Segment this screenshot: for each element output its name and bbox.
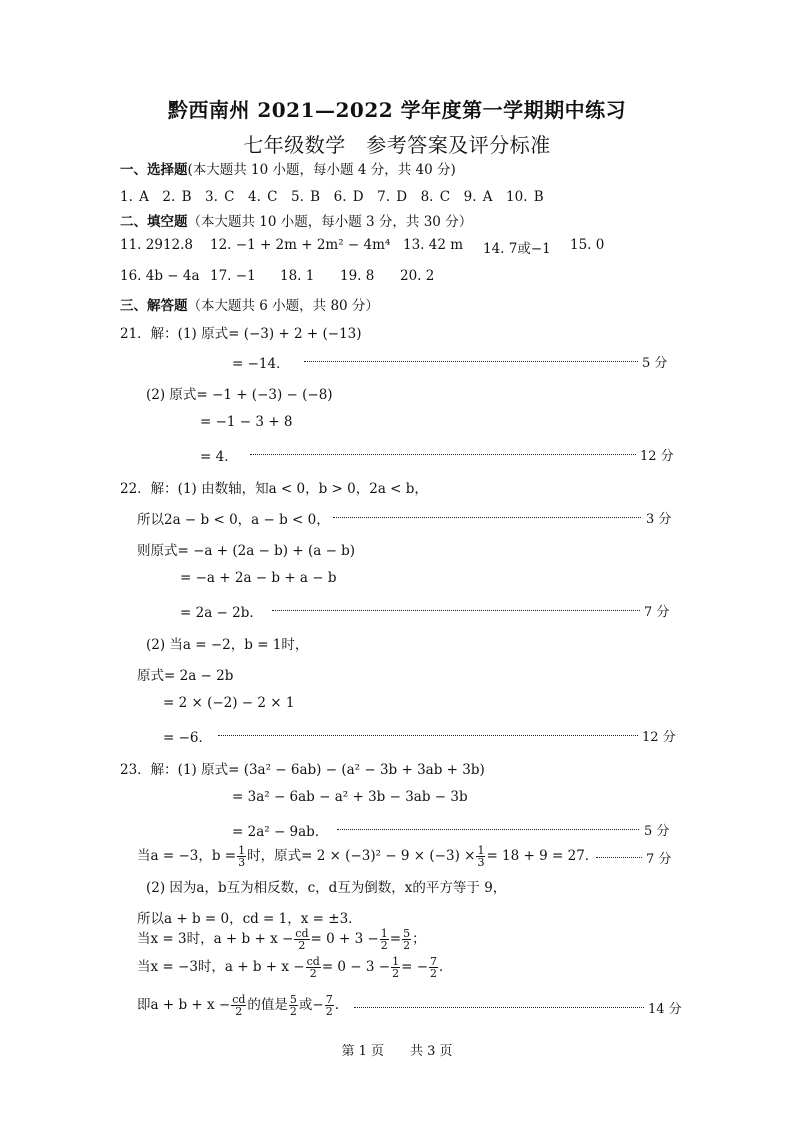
q23-text: ； [412,931,426,947]
fill-answer-18: 18. 1 [280,268,315,284]
section-heading-text: 三、解答题 [120,298,188,314]
fraction-denominator: 2 [235,1005,243,1018]
fill-answer-17: 17. −1 [210,268,256,284]
fill-answer-16: 16. 4b − 4a [120,268,200,284]
q23-text: = 0 + 3 − [310,931,379,947]
fraction-numerator: 1 [477,844,485,857]
fraction [237,845,246,868]
q23-text: 当x = −3时，a + b + x − [137,959,305,975]
q22-line: 原式= 2a − 2b [137,668,234,684]
q21-line: = −14． [232,356,290,372]
q22-line: = 2a − 2b． [180,605,263,621]
q23-text: 当a = −3，b = [137,848,237,864]
score-mark: 7 分 [644,605,670,620]
page-footer: 第 1 页 共 3 页 [341,1044,453,1059]
section-solution-heading [120,294,379,314]
score-mark: 12 分 [642,730,676,745]
fraction-denominator: 2 [403,939,411,952]
q22-line: = −6． [163,730,213,746]
fraction-numerator: cd [295,927,309,940]
page-title: 黔西南州 2021—2022 学年度第一学期期中练习 [167,98,627,122]
q23-conclusion [137,994,348,1017]
fill-answer-12: 12. −1 + 2m + 2m² − 4m⁴ [210,237,391,253]
fill-answer-13: 13. 42 m [403,237,464,253]
choice-answers: 1. A 2. B 3. C 4. C 5. B 6. D 7. D 8. C 9. A 10. B [120,189,544,205]
q23-line: 所以a + b = 0，cd = 1，x = ±3． [137,911,362,927]
q23-line: (2) 因为a，b互为相反数，c，d互为倒数，x的平方等于 9， [146,880,507,896]
q23-text: 的值是 [247,997,288,1013]
q23-line: 23．解：(1) 原式= (3a² − 6ab) − (a² − 3b + 3ab + 3b) [120,762,485,778]
fraction [380,928,389,951]
q23-text: = − [401,959,429,975]
section-note: (本大题共 10 小题，每小题 4 分，共 40 分) [187,162,456,178]
fraction-numerator: cd [232,993,246,1006]
q22-line: (2) 当a = −2，b = 1时， [146,637,309,653]
fraction-denominator: 2 [380,939,388,952]
q23-text: 当x = 3时，a + b + x − [137,931,294,947]
fraction-numerator: 7 [430,955,438,968]
fill-answer-11: 11. 2912.8 [120,237,193,253]
fill-answer-14: 14. 7或−1 [483,241,551,257]
q21-line: 21．解：(1) 原式= (−3) + 2 + (−13) [120,326,362,342]
fraction-denominator: 2 [298,939,306,952]
fraction-numerator: 1 [392,955,400,968]
q22-line: 则原式= −a + (2a − b) + (a − b) [137,543,356,559]
q23-text: = 18 + 9 = 27． [486,848,599,864]
fraction-denominator: 3 [238,856,246,869]
score-leader [218,735,638,736]
q23-text: = 0 − 3 − [321,959,391,975]
section-heading-text: 二、填空题 [120,214,188,230]
q23-text: 时，原式= 2 × (−3)² − 9 × (−3) × [247,848,476,864]
fraction [476,845,485,868]
fraction-denominator: 2 [430,967,438,980]
fraction [429,956,438,979]
section-heading-text: 一、选择题 [120,162,188,178]
fraction-numerator: 7 [325,993,333,1006]
section-note: （本大题共 6 小题，共 80 分） [187,298,379,314]
fraction-denominator: 2 [309,967,317,980]
q23-line: = 2a² − 9ab． [232,824,329,840]
q21-line: (2) 原式= −1 + (−3) − (−8) [146,387,333,403]
fraction-denominator: 3 [477,856,485,869]
score-leader [250,454,636,455]
score-leader [354,1007,644,1008]
score-mark: 12 分 [640,449,674,464]
fraction [306,956,321,979]
fraction-numerator: cd [306,955,320,968]
q23-text: 或− [298,997,324,1013]
fill-answer-15: 15. 0 [570,237,605,253]
q23-text: 即a + b + x − [137,997,231,1013]
fraction-denominator: 2 [289,1005,297,1018]
q22-line: = −a + 2a − b + a − b [180,570,337,586]
page-subtitle: 七年级数学 参考答案及评分标准 [243,133,551,157]
q22-line: = 2 × (−2) − 2 × 1 [163,695,295,711]
q22-line: 所以2a − b < 0，a − b < 0， [137,512,330,528]
score-leader [304,361,638,362]
q23-case-negative [137,956,453,979]
fill-answer-19: 19. 8 [340,268,375,284]
fill-answer-20: 20. 2 [400,268,435,284]
q23-text: ． [334,997,349,1013]
fraction-numerator: 5 [403,927,411,940]
score-leader [333,517,641,518]
fraction [289,994,298,1017]
fraction-denominator: 2 [325,1005,333,1018]
q23-text: = [389,931,402,947]
score-mark: 7 分 [646,852,672,867]
q23-case-positive [137,928,426,951]
q21-line: = 4． [200,449,238,465]
q22-line: 22．解：(1) 由数轴，知a < 0，b > 0，2a < b， [120,481,428,497]
fraction [391,956,400,979]
section-note: （本大题共 10 小题，每小题 3 分，共 30 分） [187,214,473,230]
section-choice-heading [120,158,456,178]
fraction-numerator: 1 [380,927,388,940]
q21-line: = −1 − 3 + 8 [200,414,293,430]
fraction [402,928,411,951]
fraction [231,994,246,1017]
q23-text: ． [439,959,453,975]
fraction-numerator: 5 [289,993,297,1006]
q23-substitution-line [137,845,598,868]
score-mark: 14 分 [648,1002,682,1017]
fraction-numerator: 1 [238,844,246,857]
score-leader [337,829,639,830]
q23-line: = 3a² − 6ab − a² + 3b − 3ab − 3b [232,789,468,805]
section-fill-heading [120,210,472,230]
score-mark: 3 分 [646,512,672,527]
score-leader [596,857,642,858]
fraction [325,994,334,1017]
score-mark: 5 分 [642,356,668,371]
fraction [294,928,309,951]
fraction-denominator: 2 [392,967,400,980]
score-leader [272,610,640,611]
score-mark: 5 分 [644,824,670,839]
